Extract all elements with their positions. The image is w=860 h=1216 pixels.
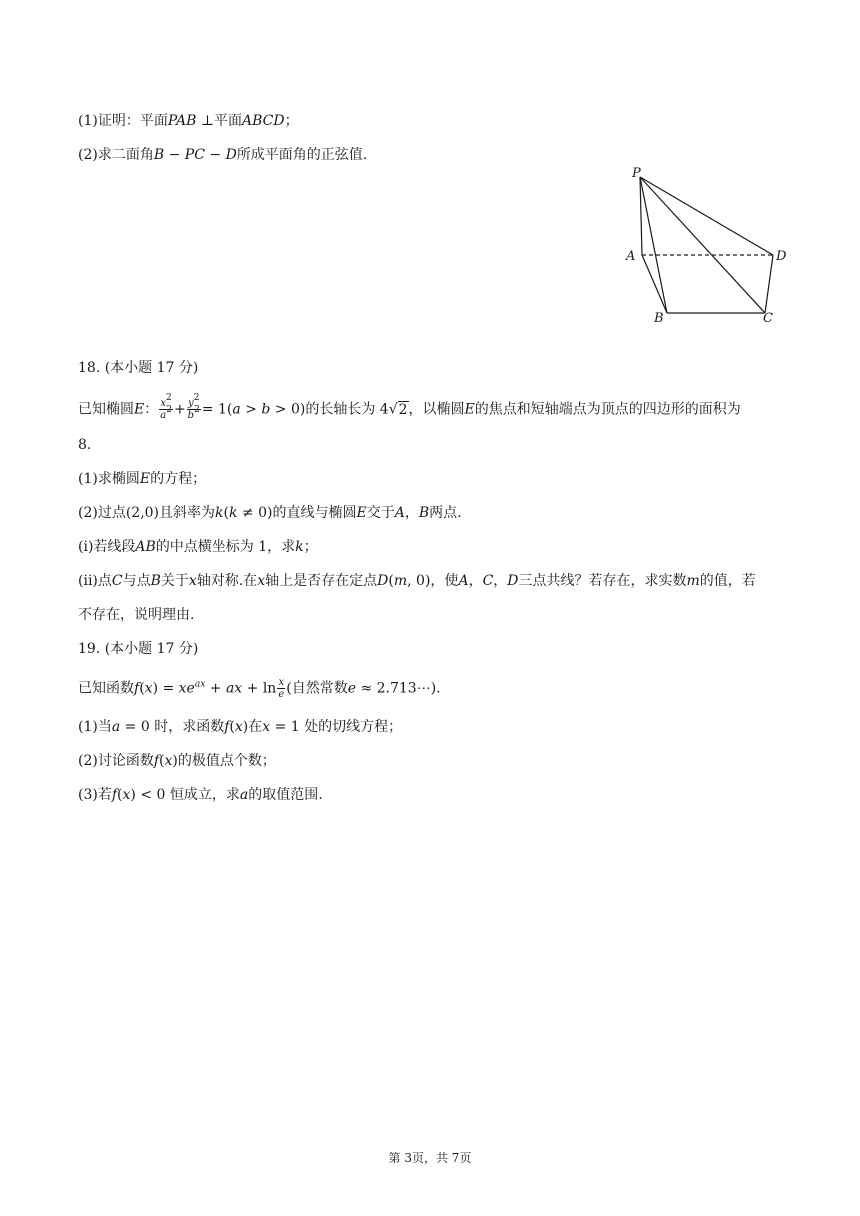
q18-part1: (1)求椭圆E的方程； [78,471,207,487]
q17-part1: (1)证明：平面PAB ⊥平面ABCD； [78,113,299,129]
q19-stem: 已知函数$f(x) = xe^{ax}$ + ax + ln $\frac{x}{e}$ (自然常数e ≈ 2.713⋯). [78,677,441,700]
edge-PD [640,177,773,255]
label-P: P [632,166,641,181]
edge-AB [642,255,667,313]
q18-header: 18. (本小题 17 分) [78,360,199,376]
edge-CD [765,255,773,313]
label-A: A [626,249,636,264]
q18-part-ii-cont: 不存在，说明理由. [78,607,195,623]
q17-part2: (2)求二面角B − PC − D所成平面角的正弦值. [78,147,368,163]
edge-PA [640,177,642,255]
q18-part-ii: (ii)点C与点B关于x轴对称.在x轴上是否存在定点D(m, 0)，使A，C，D三点共线？若存在，求实数m的值，若 [78,573,756,589]
q18-stem-end: 8. [78,437,92,453]
pyramid-figure [620,165,795,330]
q19-part3: (3)若f(x) < 0 恒成立，求a的取值范围. [78,787,323,803]
label-B: B [654,311,664,326]
edge-PB [640,177,667,313]
q19-header: 19. (本小题 17 分) [78,641,199,657]
q18-part-i: (i)若线段AB的中点横坐标为 1，求k； [78,539,318,555]
q18-part2: (2)过点(2,0)且斜率为k(k ≠ 0)的直线与椭圆E交于A，B两点. [78,505,462,521]
q18-stem: 已知椭圆E： $\frac{x^2}{a^2}$ + $\frac{y^2}{b^2}$ = 1(a > b > 0)的长轴长为 4√2，以椭圆E的焦点和短轴端点为顶点的四边形的面积为 [78,393,741,421]
label-C: C [763,311,773,326]
label-D: D [776,249,787,264]
q19-part2: (2)讨论函数f(x)的极值点个数； [78,753,276,769]
page-footer: 第 3页，共 7页 [388,1151,472,1165]
q19-part1: (1)当a = 0 时，求函数f(x)在x = 1 处的切线方程； [78,719,403,735]
